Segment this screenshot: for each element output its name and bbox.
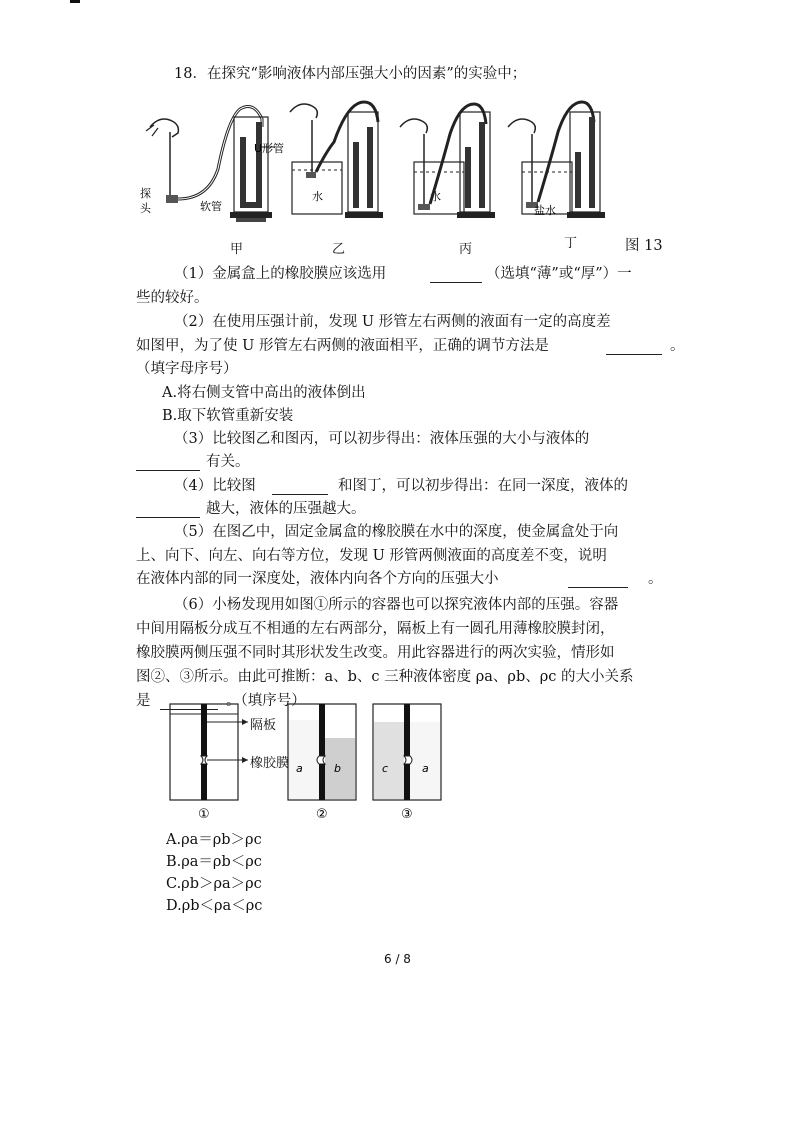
q6-text-line3: 橡胶膜两侧压强不同时其形状发生改变。用此容器进行的两次实验，情形如 — [136, 645, 615, 661]
label-probe2: 头 — [140, 202, 151, 215]
q5-text-end: 。 — [648, 571, 663, 587]
container-1 — [170, 704, 248, 800]
q4-text-line2: 越大，液体的压强越大。 — [206, 501, 366, 517]
q2-text-line2: 如图甲，为了使 U 形管左右两侧的液面相平，正确的调节方法是 — [136, 338, 549, 354]
caption-yi: 乙 — [332, 242, 346, 257]
q2-text-line3: （填字母序号） — [136, 361, 238, 377]
q1-text-line2: 些的较好。 — [136, 290, 209, 306]
label-partition: 隔板 — [250, 718, 277, 733]
q6-text-line5a: 是 — [136, 693, 151, 709]
option-a: A.ρa＝ρb＞ρc — [166, 832, 262, 848]
liquid-c-3: c — [382, 762, 389, 775]
liquid-b-2: b — [334, 762, 341, 775]
q5-text-line2: 上、向下、向左、向右等方位，发现 U 形管两侧液面的高度差不变，说明 — [136, 548, 607, 564]
container-num-1: ① — [198, 807, 210, 822]
figure-bing — [400, 104, 495, 218]
caption-bing: 丙 — [459, 242, 473, 257]
q1-text-a: （1）金属盒上的橡胶膜应该选用 — [174, 266, 387, 282]
figure-ding — [508, 102, 605, 218]
container-figure — [168, 700, 458, 825]
q6-text-line4: 图②、③所示。由此可推断：a、b、c 三种液体密度 ρa、ρb、ρc 的大小关系 — [136, 669, 634, 685]
q2-blank — [606, 340, 662, 355]
label-water-yi: 水 — [312, 190, 323, 203]
q4-text-b: 和图丁，可以初步得出：在同一深度，液体的 — [338, 478, 628, 494]
q1-text-b: （选填“薄”或“厚”）一 — [486, 266, 632, 282]
figure-13 — [140, 92, 680, 262]
container-num-3: ③ — [401, 807, 413, 822]
q6-text-line2: 中间用隔板分成互不相通的左右两部分，隔板上有一圆孔用薄橡胶膜封闭， — [136, 621, 615, 637]
liquid-a-3: a — [422, 762, 429, 775]
label-probe: 探 — [140, 187, 151, 200]
q2-text-end: 。 — [670, 338, 685, 354]
liquid-a-2: a — [296, 762, 303, 775]
q4-text-a: （4）比较图 — [174, 478, 256, 494]
q2-option-b: B.取下软管重新安装 — [162, 408, 294, 424]
page-number: 6 / 8 — [384, 952, 411, 966]
label-water-bing: 水 — [430, 190, 441, 203]
label-salt-water: 盐水 — [534, 204, 556, 217]
q5-text-line1: （5）在图乙中，固定金属盒的橡胶膜在水中的深度，使金属盒处于向 — [174, 524, 619, 540]
question-title: 18．在探究“影响液体内部压强大小的因素”的实验中； — [174, 66, 527, 82]
container-3 — [373, 704, 441, 800]
container-num-2: ② — [316, 807, 328, 822]
q2-option-a: A.将右侧支管中高出的液体倒出 — [162, 385, 366, 401]
option-b: B.ρa＝ρb＜ρc — [166, 854, 262, 870]
q3-blank — [136, 456, 200, 471]
label-tube: 软管 — [200, 200, 222, 213]
scan-mark — [70, 0, 80, 3]
q4-blank-1 — [272, 480, 328, 495]
q3-text-line1: （3）比较图乙和图丙，可以初步得出：液体压强的大小与液体的 — [174, 431, 590, 447]
container-2 — [288, 704, 356, 800]
q5-text-line3: 在液体内部的同一深度处，液体内向各个方向的压强大小 — [136, 571, 499, 587]
label-utube: U形管 — [254, 142, 285, 155]
q4-blank-2 — [136, 503, 200, 518]
figure-13-name: 图 13 — [625, 238, 663, 254]
q3-text-line2: 有关。 — [206, 454, 250, 470]
option-c: C.ρb＞ρa＞ρc — [166, 876, 262, 892]
caption-ding: 丁 — [564, 236, 578, 251]
figure-yi — [290, 102, 383, 218]
q5-blank — [568, 573, 628, 588]
figure-jia — [140, 107, 284, 222]
option-d: D.ρb＜ρa＜ρc — [166, 898, 263, 914]
q6-text-line5b: 。（填序号） — [226, 693, 306, 709]
q2-text-line1: （2）在使用压强计前，发现 U 形管左右两侧的液面有一定的高度差 — [174, 314, 611, 330]
q1-blank — [430, 268, 482, 283]
q6-text-line1: （6）小杨发现用如图①所示的容器也可以探究液体内部的压强。容器 — [174, 597, 619, 613]
label-membrane: 橡胶膜 — [250, 756, 290, 771]
caption-jia: 甲 — [230, 242, 244, 257]
